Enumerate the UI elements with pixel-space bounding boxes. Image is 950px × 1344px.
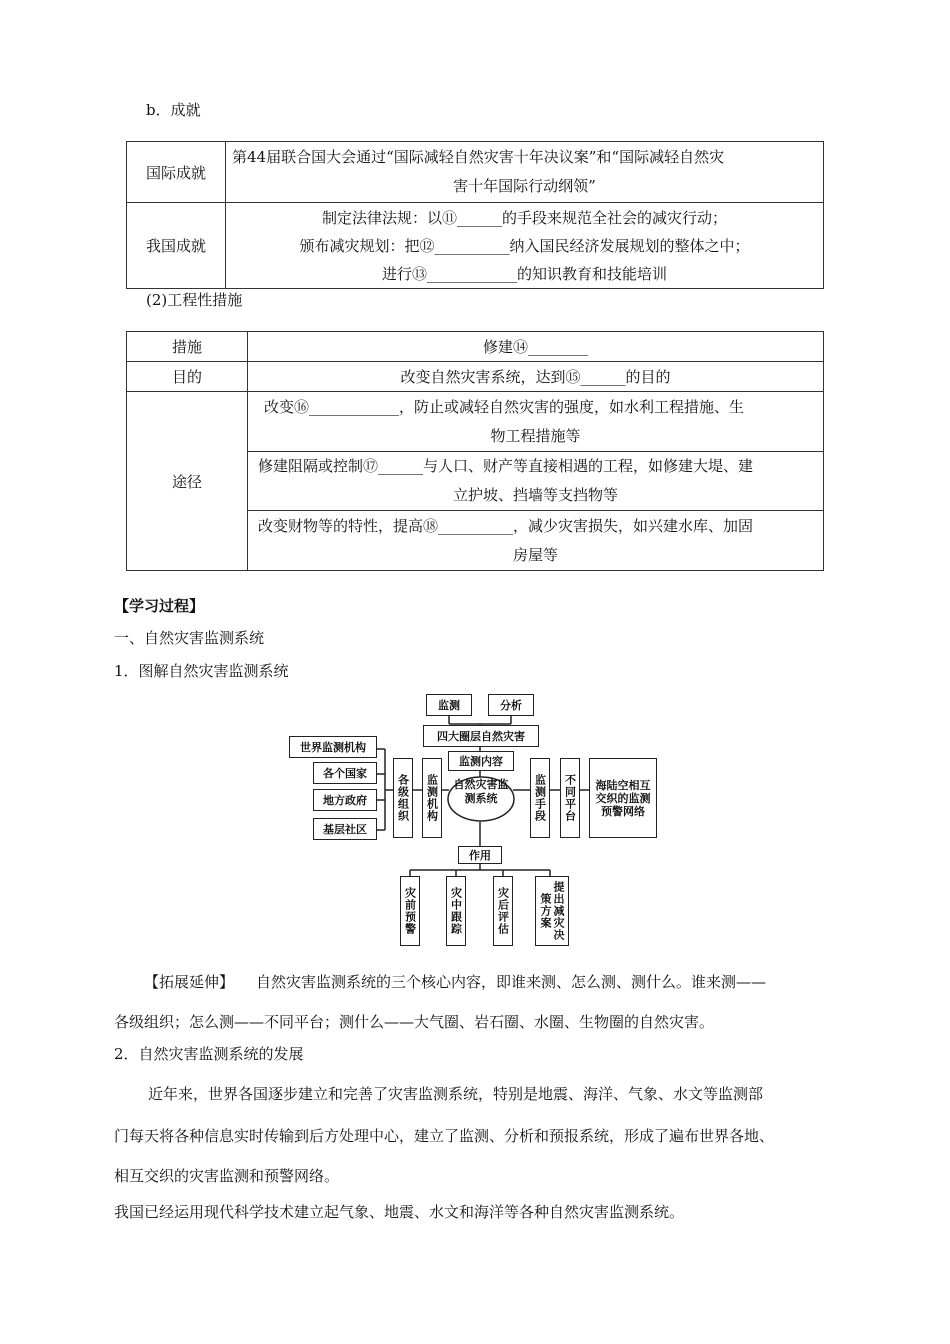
org-box-2: 各个国家 — [313, 762, 377, 784]
para1-line-2: 门每天将各种信息实时传输到后方处理中心，建立了监测、分析和预报系统，形成了遍布世界各地、 — [114, 1127, 775, 1145]
path-row-3: 改变财物等的特性，提高⑱__________，减少灾害损失，如兴建水库、加固 房屋等 — [248, 511, 824, 571]
item1-title: 1．图解自然灾害监测系统 — [114, 662, 289, 680]
path-row-2: 修建阻隔或控制⑰______与人口、财产等直接相遇的工程，如修建大堤、建 立护坡、挡墙等支挡物等 — [248, 452, 824, 511]
achievements-table — [126, 141, 824, 289]
measure-label: 措施 — [127, 332, 248, 362]
intl-achievement-content: 第44届联合国大会通过“国际减轻自然灾害十年决议案”和“国际减轻自然灾 害十年国际行动纲领” — [226, 142, 824, 203]
means-box: 监测手段 — [530, 758, 550, 838]
goal-label: 目的 — [127, 362, 248, 392]
learning-heading: 【学习过程】 — [114, 597, 205, 615]
goal-value: 改变自然灾害系统，达到⑮______的目的 — [248, 362, 824, 392]
role-box-3: 灾后评估 — [493, 876, 513, 946]
para2: 我国已经运用现代科学技术建立起气象、地震、水文和海洋等各种自然灾害监测系统。 — [114, 1203, 685, 1221]
monitor-box: 监测 — [426, 694, 472, 716]
extension-text-1: 自然灾害监测系统的三个核心内容，即谁来测、怎么测、测什么。谁来测—— — [256, 973, 767, 991]
org-box-4: 基层社区 — [313, 818, 377, 840]
cn-achievement-content: 制定法律法规：以⑪______的手段来规范全社会的减灾行动； 颁布减灾规划：把⑫__________纳入国民经济发展规划的整体之中； 进行⑬____________的知识教育和技能培训 — [226, 203, 824, 289]
role-box-1: 灾前预警 — [400, 876, 420, 946]
extension-label: 【拓展延伸】 — [144, 973, 235, 991]
org-box-3: 地方政府 — [313, 789, 377, 811]
role-box-4: 提出减灾决策方案 — [535, 876, 569, 946]
engineering-table — [126, 331, 824, 571]
para1-line-3: 相互交织的灾害监测和预警网络。 — [114, 1167, 340, 1185]
measure-value: 修建⑭________ — [248, 332, 824, 362]
agency-box: 监测机构 — [422, 758, 442, 838]
four-spheres-box: 四大圈层自然灾害 — [423, 725, 539, 747]
part1-title: 一、自然灾害监测系统 — [114, 629, 265, 647]
monitoring-system-diagram — [289, 690, 659, 948]
center-label: 自然灾害监测系统 — [453, 778, 509, 805]
analyze-box: 分析 — [488, 694, 534, 716]
content-box: 监测内容 — [448, 751, 514, 771]
item2-title: 2．自然灾害监测系统的发展 — [114, 1045, 304, 1063]
role-box: 作用 — [458, 846, 502, 864]
path-label: 途径 — [127, 392, 248, 571]
levels-box: 各级组织 — [393, 758, 413, 838]
path-row-1: 改变⑯____________，防止或减轻自然灾害的强度，如水利工程措施、生 物工程措施等 — [248, 392, 824, 452]
cn-achievement-label: 我国成就 — [127, 203, 226, 289]
intl-achievement-label: 国际成就 — [127, 142, 226, 203]
org-box-1: 世界监测机构 — [289, 736, 377, 758]
engineering-title: (2)工程性措施 — [146, 291, 243, 309]
para1-line-1: 近年来，世界各国逐步建立和完善了灾害监测系统，特别是地震、海洋、气象、水文等监测部 — [148, 1085, 764, 1103]
platforms-box: 不同平台 — [560, 758, 580, 838]
network-box: 海陆空相互交织的监测预警网络 — [589, 758, 657, 838]
extension-text-2: 各级组织；怎么测——不同平台；测什么——大气圈、岩石圈、水圈、生物圈的自然灾害。 — [114, 1013, 715, 1031]
role-box-2: 灾中跟踪 — [446, 876, 466, 946]
section-b-label: b．成就 — [146, 101, 201, 119]
